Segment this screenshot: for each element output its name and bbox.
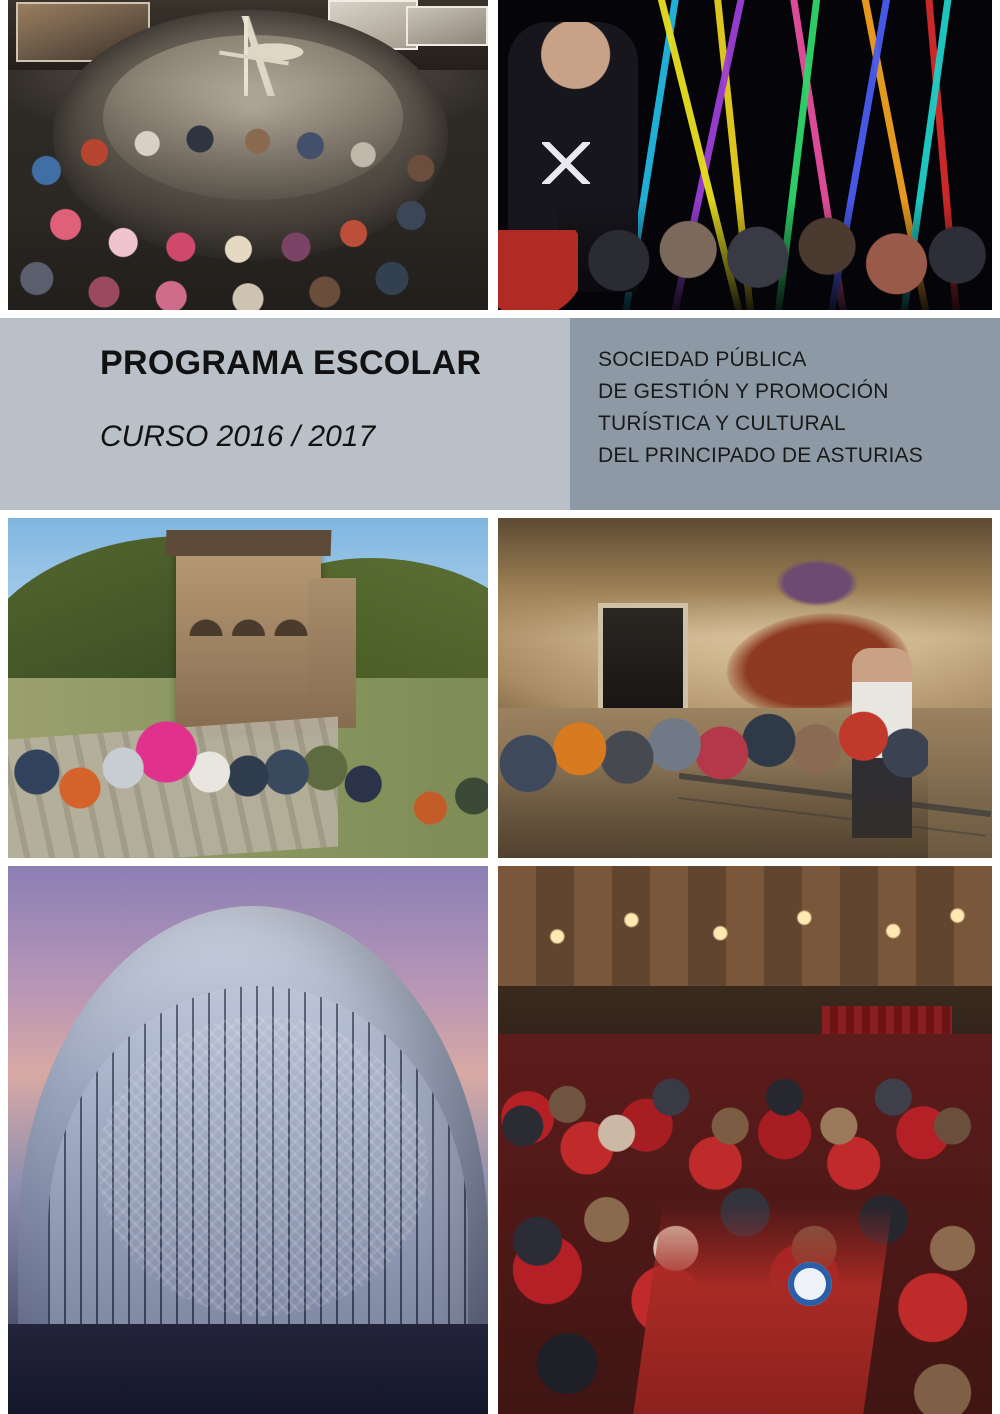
organization-block (598, 344, 998, 472)
facade-mesh (98, 1016, 428, 1316)
organization-line-1: SOCIEDAD PÚBLICA (598, 348, 807, 371)
organization-line-4: DEL PRINCIPADO DE ASTURIAS (598, 444, 923, 467)
photo-auditorium (498, 866, 992, 1414)
page-subtitle: CURSO 2016 / 2017 (100, 420, 376, 453)
accessibility-icon (788, 1262, 832, 1306)
cave-school-group (498, 648, 928, 858)
ceiling-lights (498, 876, 992, 986)
church-school-group (8, 652, 488, 852)
dinosaur-skeleton-icon (213, 16, 323, 96)
page-title: PROGRAMA ESCOLAR (100, 344, 482, 382)
photo-museum-image (8, 0, 488, 310)
organization-line-3: TURÍSTICA Y CULTURAL (598, 412, 846, 435)
lasers-school-group (558, 200, 992, 310)
museum-school-group (8, 85, 488, 310)
photo-auditorium-image (498, 866, 992, 1414)
photo-museum (8, 0, 488, 310)
photo-lasers-image (498, 0, 992, 310)
photo-church-image (8, 518, 488, 858)
museum-poster-3 (406, 6, 488, 46)
photo-cave-image (498, 518, 992, 858)
building-arches (186, 576, 311, 636)
red-carpet-aisle (633, 1204, 893, 1414)
photo-niemeyer-image (8, 866, 488, 1414)
organization-line-2: DE GESTIÓN Y PROMOCIÓN (598, 380, 889, 403)
photo-church (8, 518, 488, 858)
photo-niemeyer (8, 866, 488, 1414)
photo-lasers (498, 0, 992, 310)
building-roof (166, 530, 332, 556)
red-coat-child (498, 230, 578, 310)
photo-cave (498, 518, 992, 858)
foreground-ground (8, 1324, 488, 1414)
